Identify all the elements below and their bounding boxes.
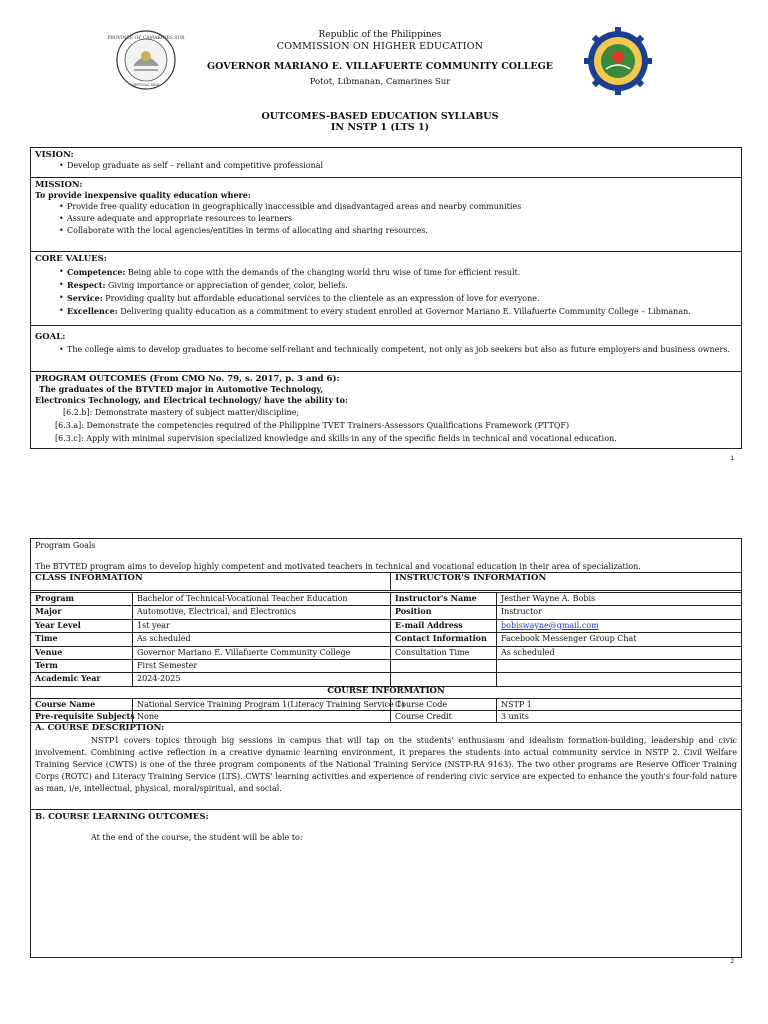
course-name-label: Course Name <box>31 698 133 710</box>
mission-item: • Assure adequate and appropriate resources to learners <box>35 213 737 225</box>
course-credit-label: Course Credit <box>391 710 497 722</box>
vmgo-table <box>30 147 742 449</box>
page-number: 2 <box>730 958 734 965</box>
instructor-info-label: Instructor's Name <box>391 592 497 605</box>
ched-line: COMMISSION ON HIGHER EDUCATION <box>276 41 484 52</box>
instructor-info-label <box>391 659 497 672</box>
instructor-info-value <box>497 659 741 672</box>
instructor-info-label: Contact Information <box>391 632 497 645</box>
program-outcome-item: [6.2.b]: Demonstrate mastery of subject matter/discipline; <box>63 408 300 417</box>
program-goals-heading: Program Goals <box>35 541 96 550</box>
class-info-value: Bachelor of Technical-Vocational Teacher Education <box>133 592 391 605</box>
instructor-info-value <box>497 672 741 685</box>
core-value-text: Delivering quality education as a commitment to every student enrolled at Governor Mariano E. Villafuerte Community College – Libmanan. <box>117 307 691 316</box>
instructor-info-heading: INSTRUCTOR'S INFORMATION <box>395 573 547 583</box>
instructor-info-label: Consultation Time <box>391 646 497 659</box>
goal-heading: GOAL: <box>35 332 66 342</box>
program-outcome-item: [6.3.a]: Demonstrate the competencies required of the Philippine TVET Trainers-Assessors Qualifications Framework (PTTQF) <box>55 421 570 430</box>
program-outcome-item: [6.3.c]: Apply with minimal supervision specialized knowledge and skills in any of the specific fields in technical and vocational education. <box>55 434 617 443</box>
goal-section <box>31 326 741 372</box>
class-info-row <box>31 646 741 659</box>
class-info-value: Governor Mariano E. Villafuerte Community College <box>133 646 391 659</box>
college-address: Potot, Libmanan, Camarines Sur <box>309 77 451 87</box>
class-info-heading: CLASS INFORMATION <box>31 572 391 590</box>
mission-item: • Collaborate with the local agencies/entities in terms of allocating and sharing resources. <box>35 225 737 237</box>
goal-item: • The college aims to develop graduates to become self-reliant and technically competent, not only as job seekers but also as future employers and business owners. <box>35 344 737 356</box>
core-value-item <box>35 292 737 305</box>
class-info-row <box>31 672 741 685</box>
class-info-row <box>31 659 741 672</box>
page-number: 1 <box>730 455 734 462</box>
core-value-text: Being able to cope with the demands of the changing world thru wise of time for efficient result. <box>125 268 521 277</box>
prereq-row <box>31 710 741 722</box>
syllabus-title: OUTCOMES-BASED EDUCATION SYLLABUS <box>261 111 499 122</box>
instructor-info-value: Jesther Wayne A. Bobis <box>501 594 596 603</box>
course-name-row <box>31 698 741 710</box>
course-code-label: Course Code <box>391 698 497 710</box>
class-info-label: Program <box>31 592 133 605</box>
seal-text: PROVINCE OF CAMARINES SUR <box>107 36 185 41</box>
info-headers-row <box>31 572 741 590</box>
core-value-text: Providing quality but affordable educational services to the clientele as an expression of love for everyone. <box>102 294 540 303</box>
mission-subheading: To provide inexpensive quality education where: <box>35 190 251 200</box>
class-information-table <box>30 538 742 958</box>
program-goals-text: The BTVTED program aims to develop highly competent and motivated teachers in technical and vocational education in their area of specialization. <box>35 562 641 571</box>
syllabus-subtitle: IN NSTP 1 (LTS 1) <box>330 122 430 133</box>
learning-outcomes-heading: B. COURSE LEARNING OUTCOMES: <box>35 812 209 822</box>
course-description-heading: A. COURSE DESCRIPTION: <box>35 723 165 733</box>
mission-heading: MISSION: <box>35 180 83 190</box>
college-logo-icon <box>584 27 652 95</box>
instructor-info-label: Position <box>391 605 497 618</box>
prereq-value: None <box>133 710 391 722</box>
class-info-row <box>31 619 741 632</box>
program-outcomes-heading: PROGRAM OUTCOMES (From CMO No. 79, s. 2017, p. 3 and 6): <box>35 374 340 384</box>
instructor-info-value: As scheduled <box>501 647 555 657</box>
core-value-text: Giving importance or appreciation of gender, color, beliefs. <box>105 281 348 290</box>
camarines-sur-seal-icon <box>107 30 185 90</box>
instructor-info-label: E-mail Address <box>391 619 497 632</box>
instructor-info-label <box>391 672 497 685</box>
program-outcomes-sub2: Electronics Technology, and Electrical technology/ have the ability to: <box>35 395 348 405</box>
core-values-heading: CORE VALUES: <box>35 254 107 264</box>
college-name: GOVERNOR MARIANO E. VILLAFUERTE COMMUNITY COLLEGE <box>207 61 553 72</box>
republic-line: Republic of the Philippines <box>318 30 442 40</box>
core-value-term: Competence: <box>67 267 126 277</box>
class-info-label: Major <box>31 605 133 618</box>
class-info-value: Automotive, Electrical, and Electronics <box>133 605 391 618</box>
class-info-row <box>31 632 741 645</box>
core-value-item <box>35 279 737 292</box>
class-info-value: First Semester <box>133 659 391 672</box>
course-credit-value: 3 units <box>501 712 529 721</box>
mission-section <box>31 178 741 252</box>
core-value-item <box>35 305 737 318</box>
instructor-info-value: Instructor <box>501 607 542 617</box>
core-value-term: Service: <box>67 293 103 303</box>
mission-item: • Provide free quality education in geographically inaccessible and disadvantaged areas and nearby communities <box>35 201 737 213</box>
class-info-label: Year Level <box>31 619 133 632</box>
program-outcomes-sub1: The graduates of the BTVTED major in Automotive Technology, <box>39 384 324 394</box>
core-values-section <box>31 252 741 326</box>
class-info-value: As scheduled <box>133 632 391 645</box>
class-info-row <box>31 592 741 605</box>
page-1 <box>0 0 768 468</box>
course-info-heading: COURSE INFORMATION <box>327 686 445 696</box>
prereq-label: Pre-requisite Subjects <box>31 710 133 722</box>
class-info-value: 1st year <box>133 619 391 632</box>
course-description-text: NSTP1 covers topics through big sessions in campus that will tap on the students' enthusiasm and idealism formation-building, leadership and civic involvement. Combining active reflection in a creative dynamic learning environment, it prepares the students into actual community service in NSTP 2. Civil Welfare Training Service (CWTS) is one of the three program components of the National Training Service (NSTP-RA 9163). The two other programs are Reserve Officer Training Corps (ROTC) and Literacy Training Service (LTS). CWTS' learning activities and experience of rendering civic service are expected to enhance the youth's four-fold nature as man, i/e, intellectual, physical, moral/spiritual, and social. <box>35 736 737 793</box>
course-name-value: National Service Training Program 1(Literacy Training Service 1) <box>133 698 391 710</box>
class-info-label: Venue <box>31 646 133 659</box>
seal-sub-text: OFFICIAL SEAL <box>131 83 161 87</box>
core-value-term: Excellence: <box>67 306 118 316</box>
email-link[interactable]: bobiswayne@gmail.com <box>501 620 599 630</box>
core-value-item <box>35 266 737 279</box>
vision-section <box>31 148 741 178</box>
learning-outcomes-intro: At the end of the course, the student will be able to: <box>91 833 303 842</box>
class-info-label: Term <box>31 659 133 672</box>
core-value-term: Respect: <box>67 280 106 290</box>
vision-item: • Develop graduate as self – reliant and competitive professional <box>35 160 737 172</box>
vision-heading: VISION: <box>35 150 74 160</box>
class-info-row <box>31 605 741 618</box>
class-info-label: Time <box>31 632 133 645</box>
class-info-label: Academic Year <box>31 672 133 685</box>
course-code-value: NSTP 1 <box>501 700 532 709</box>
instructor-info-value: Facebook Messenger Group Chat <box>501 634 637 644</box>
class-info-value: 2024-2025 <box>133 672 391 685</box>
program-outcomes-section <box>31 372 741 448</box>
